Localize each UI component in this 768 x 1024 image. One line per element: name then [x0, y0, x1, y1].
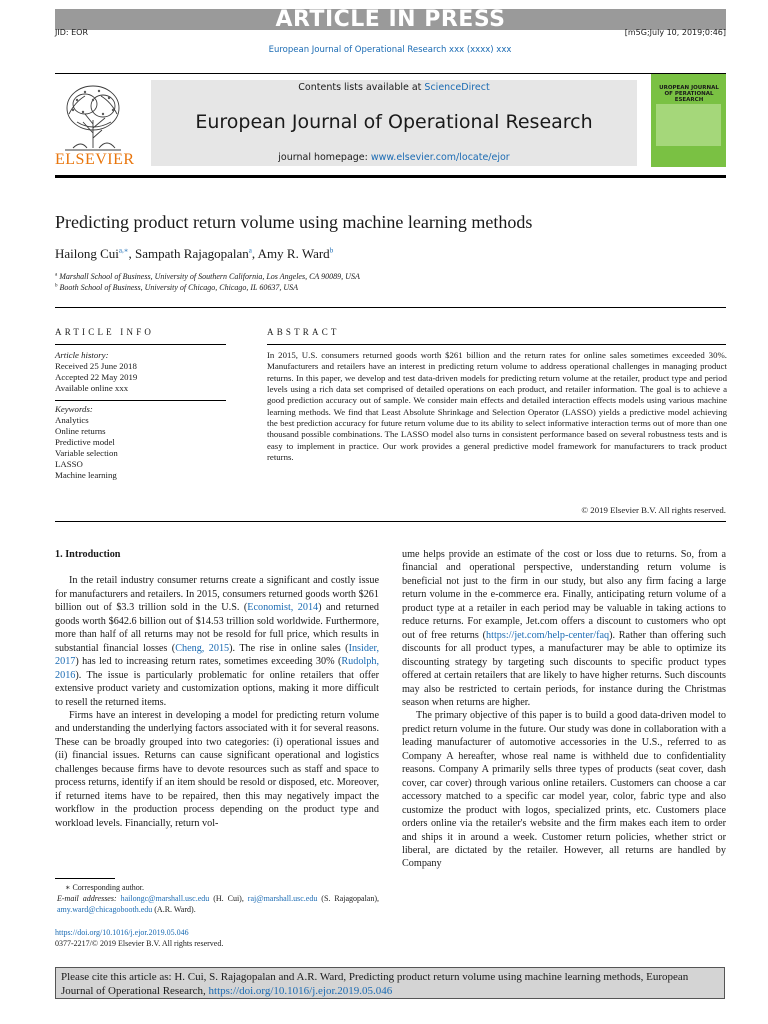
body-right-column: [402, 548, 726, 871]
history-entry: Received 25 June 2018: [55, 361, 137, 371]
affiliation-text: Booth School of Business, University of Chicago, Chicago, IL 60637, USA: [59, 283, 299, 292]
body-text: ). Rather than offering such discounts for all product types, a manufacturer may be able to optimize its discounting strategy by targeting such discounts to specific product types offered at certain retailers that are likely to have higher returns. Such discounts may also be restricted to certain periods, for instance during the Christmas season when returns are higher.: [402, 629, 727, 708]
citation-link[interactable]: Insider, 2017: [55, 642, 379, 668]
article-title: Predicting product return volume using machine learning methods: [55, 212, 533, 232]
doi-link[interactable]: https://doi.org/10.1016/j.ejor.2019.05.046: [55, 928, 189, 937]
article-info-heading: ARTICLE INFO: [55, 327, 155, 337]
author-name[interactable]: Hailong Cui: [55, 246, 119, 261]
email-label: E-mail addresses:: [57, 894, 117, 903]
body-paragraph: The primary objective of this paper is to build a good data-driven model to predict return volume in the future. Our study was done in collaboration with a leading manufacturer of automotive accessories in the U.S., referred to as Company A hereafter, whose real name is withheld due to confidentiality reasons. Company A primarily sells three types of products (seat cover, dash cover, car cover) through various online retailers. Customers can choose a car accessory matched to a specific car model year, color, fabric type and also customize the product with logos, specialized prints, etc. Customers place orders online via the retailer's website and the firm makes each item to order and ships it in around a week. Customer return policies, whether strict or liberal, are dictated by the retailer. However, all returns are handled by Company: [402, 710, 726, 870]
contents-line: [151, 82, 637, 93]
affiliation: [55, 272, 360, 281]
contents-prefix: Contents lists available at: [298, 82, 425, 93]
homepage-prefix: journal homepage:: [278, 152, 371, 163]
abstract-copyright: © 2019 Elsevier B.V. All rights reserved.: [581, 505, 726, 515]
abstract-text: In 2015, U.S. consumers returned goods worth $261 billion and the return rates for online sales sometimes exceeded 30%. Manufacturers and retailers have an interest in predicting return volume to address operational challenges in managing product returns. In this paper, we develop and test data-driven models for predicting return volume at the retailer, product type and period levels using a rich data set comprised of detailed operations on each product, and retailer information. The goal is to achieve a good prediction accuracy out of sample. We consider main effects and detailed interaction effects models using various machine learning methods. We find that Least Absolute Shrinkage and Selection Operator (LASSO) yields a predictive model achieving the best prediction accuracy for future return volume due to its ability to select informative interaction terms out of more than one thousand possible combinations. The LASSO model also turns in consistent performance based on several robustness tests and is easy to implement in practice. Our work provides a general predictive model framework for manufacturers to track product returns.: [267, 350, 727, 463]
author-list: Hailong Cui$^{a,∗}$, Sampath Rajagopalan$^a$, Amy R. Ward$^b$: [55, 246, 334, 261]
affiliation-mark: b: [55, 283, 58, 289]
email-link[interactable]: raj@marshall.usc.edu: [247, 894, 318, 903]
sciencedirect-link[interactable]: ScienceDirect: [424, 82, 490, 93]
journal-cover-title: UROPEAN JOURNAL OF PERATIONAL ESEARCH: [659, 85, 719, 103]
masthead-bottom-rule: [55, 175, 726, 178]
body-text: In the retail industry consumer returns create a significant and costly issue for manufacturers and retailers. In 2015, consumers returned goods worth $261 billion out of $3.3 trillion sold in the U.S. (: [55, 575, 379, 614]
body-text: ). The issue is particularly problematic for online retailers that offer extensive product variety and customization options, making it more difficult to resell the returned items.: [55, 669, 379, 708]
affiliation: [55, 283, 298, 292]
abstract-heading: ABSTRACT: [267, 327, 340, 337]
email-owner: (S. Rajagopalan),: [317, 894, 380, 903]
elsevier-wordmark: ELSEVIER: [55, 151, 135, 168]
email-link[interactable]: hailongc@marshall.usc.edu: [120, 894, 210, 903]
footnote-rule: [55, 878, 115, 879]
body-text: ) has led to increasing return rates, sometimes exceeding 30% (: [75, 656, 342, 668]
faq-link[interactable]: https://jet.com/help-center/faq: [486, 629, 610, 641]
author-name[interactable]: Sampath Rajagopalan: [135, 246, 249, 261]
article-history: [55, 350, 235, 394]
abstract-rule: [267, 344, 726, 345]
article-history-label: Article history:: [55, 350, 109, 360]
citation-text: Please cite this article as: H. Cui, S. Rajagopalan and A.R. Ward, Predicting product return volume using machine learning methods, European Journal of Operational Research,: [61, 971, 689, 997]
body-text: ). The rise in online sales (: [229, 642, 349, 654]
keyword: Variable selection: [55, 448, 118, 458]
body-paragraph: [402, 548, 726, 709]
keyword: Analytics: [55, 415, 89, 425]
issn-line: 0377-2217/© 2019 Elsevier B.V. All rights reserved.: [55, 939, 224, 948]
version-stamp: [m5G;July 10, 2019;0:46]: [624, 28, 726, 37]
jid-label: JID: EOR: [55, 28, 89, 37]
keyword: Machine learning: [55, 470, 117, 480]
citation-link[interactable]: Rudolph, 2016: [55, 656, 379, 681]
history-entry: Accepted 22 May 2019: [55, 372, 138, 382]
keyword: LASSO: [55, 459, 83, 469]
body-text: ume helps provide an estimate of the cost or loss due to returns. So, from a financial and operational perspective, understanding return volume is beneficial not just to the firm in our study, but also any firm facing a large return volume in the e-commerce era. Finally, anticipating return volume of a product type at a retailer in each period may be valuable in taking actions to reduce returns. For example, Jet.com offers a discount to customers who opt out of free returns (: [402, 549, 726, 641]
author-affiliation-mark[interactable]: b: [329, 246, 334, 255]
journal-cover-artwork: [656, 104, 721, 146]
author-affiliation-mark[interactable]: a: [248, 246, 252, 255]
keyword: Predictive model: [55, 437, 115, 447]
email-owner: (A.R. Ward).: [152, 905, 196, 914]
masthead-top-rule: [55, 73, 726, 74]
journal-reference-link[interactable]: European Journal of Operational Research xxx (xxxx) xxx: [268, 45, 512, 55]
affiliation-mark: a: [55, 272, 58, 278]
email-link[interactable]: amy.ward@chicagobooth.edu: [57, 905, 153, 914]
author-name[interactable]: Amy R. Ward: [257, 246, 330, 261]
email-owner: (H. Cui),: [209, 894, 248, 903]
citation-link[interactable]: Economist, 2014: [247, 602, 319, 614]
citation-box: [55, 967, 725, 999]
footnotes: [55, 882, 379, 915]
email-note: [55, 893, 379, 915]
body-paragraph: [55, 574, 379, 709]
citation-link[interactable]: Cheng, 2015: [175, 642, 230, 654]
body-text: ) and returned goods worth $642.6 billion out of $14.53 trillion sold worldwide. Furthermore, more than half of all returns may not be resold for full price, which results in substantial financial losses (: [55, 602, 380, 654]
affiliation-text: Marshall School of Business, University of Southern California, Los Angeles, CA 90089, USA: [59, 272, 360, 281]
homepage-line: [151, 152, 637, 163]
history-entry: Available online xxx: [55, 383, 129, 393]
section-heading: 1. Introduction: [55, 549, 121, 560]
keywords-label: Keywords:: [55, 404, 93, 414]
keywords-rule: [55, 400, 226, 401]
corresponding-author-note: ∗ Corresponding author.: [65, 883, 144, 892]
info-top-rule: [55, 307, 726, 308]
abstract-bottom-rule: [55, 521, 726, 522]
body-left-column: [55, 548, 379, 830]
doi-block: [55, 927, 223, 949]
article-info-rule: [55, 344, 226, 345]
keyword: Online returns: [55, 426, 106, 436]
body-paragraph: Firms have an interest in developing a model for predicting return volume and understanding the underlying factors associated with it for several reasons. These can be broadly grouped into two categories: (i) operational issues and (ii) financial issues. Returns can cause significant operational and logistics challenges because firms have to devote resources such as staff and space to process returns, identify if an item should be resold or disposed, etc. Moreover, if returned items have to be repaired, then this may negatively impact the workflow in the production process depending on the product type and workload levels. Financially, return vol-: [55, 709, 379, 829]
citation-doi-link[interactable]: https://doi.org/10.1016/j.ejor.2019.05.046: [208, 985, 393, 997]
article-in-press-banner: ARTICLE IN PRESS: [55, 9, 726, 30]
homepage-link[interactable]: www.elsevier.com/locate/ejor: [370, 152, 510, 163]
journal-title: European Journal of Operational Research: [195, 111, 593, 133]
keywords-block: [55, 404, 235, 481]
author-affiliation-mark[interactable]: a,∗: [118, 246, 129, 255]
